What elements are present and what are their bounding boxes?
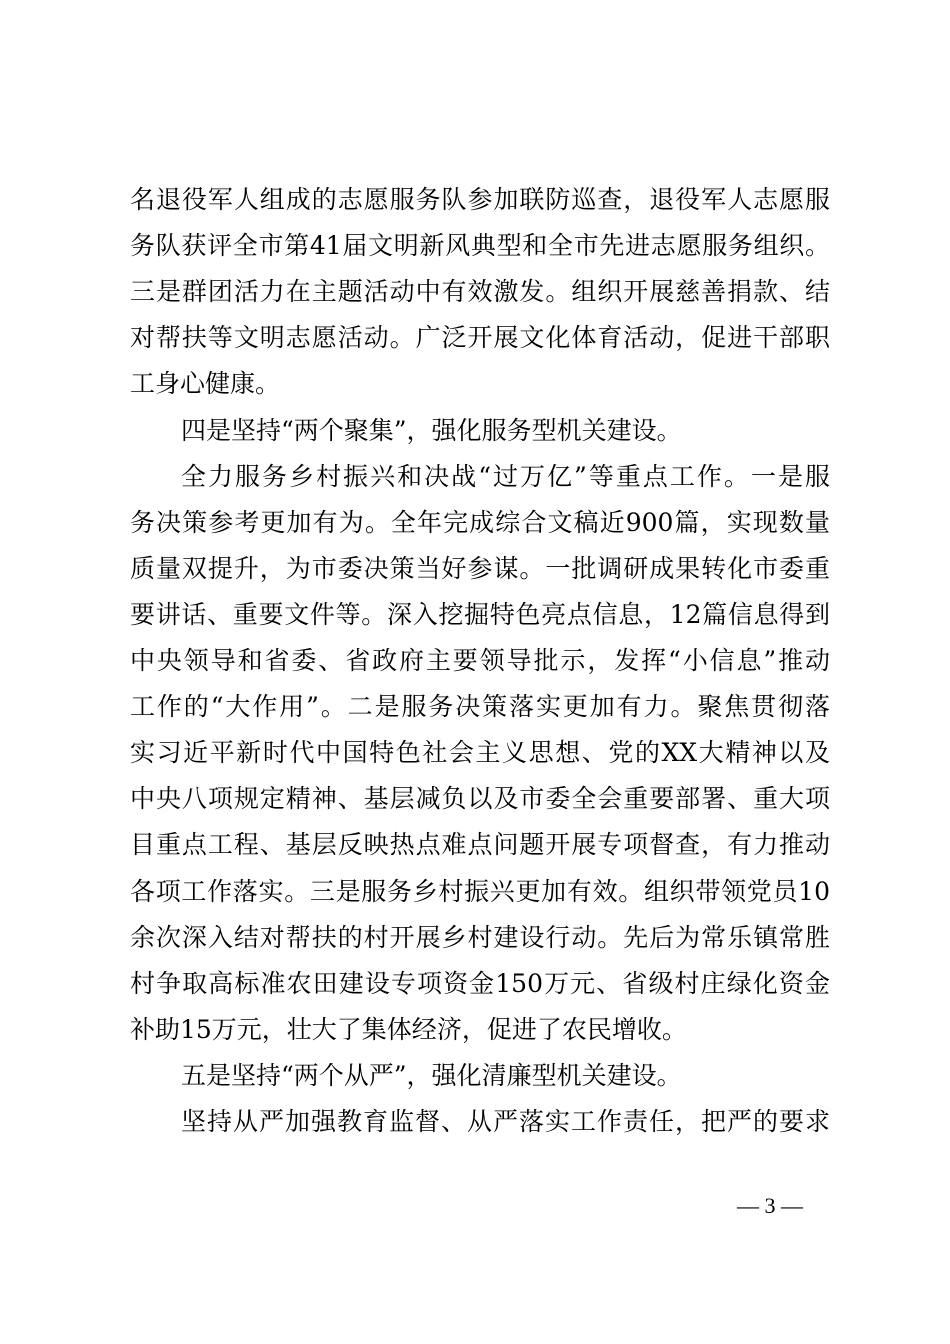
text-line: 实习近平新时代中国特色社会主义思想、党的XX大精神以及 — [130, 738, 830, 768]
text-line: 名退役军人组成的志愿服务队参加联防巡查，退役军人志愿服 — [130, 185, 830, 214]
text-line: 务决策参考更加有为。全年完成综合文稿近900篇，实现数量 — [130, 507, 830, 537]
text-line: 五是坚持“两个从严”，强化清廉型机关建设。 — [181, 1060, 682, 1090]
text-line: 坚持从严加强教育监督、从严落实工作责任，把严的要求 — [181, 1107, 830, 1136]
page-number: — 3 — — [737, 1193, 803, 1218]
text-line: 村争取高标准农田建设专项资金150万元、省级村庄绿化资金 — [130, 968, 830, 998]
text-line: 余次深入结对帮扶的村开展乡村建设行动。先后为常乐镇常胜 — [130, 922, 830, 952]
text-line: 工作的“大作用”。二是服务决策落实更加有力。聚焦贯彻落 — [130, 692, 830, 722]
text-line: 中央领导和省委、省政府主要领导批示，发挥“小信息”推动 — [130, 646, 830, 675]
text-line: 中央八项规定精神、基层减负以及市委全会重要部署、重大项 — [130, 784, 830, 814]
text-line: 全力服务乡村振兴和决战“过万亿”等重点工作。一是服 — [181, 461, 830, 491]
text-line: 务队获评全市第41届文明新风典型和全市先进志愿服务组织。 — [130, 231, 830, 261]
text-line: 各项工作落实。三是服务乡村振兴更加有效。组织带领党员10 — [130, 876, 830, 906]
text-line: 要讲话、重要文件等。深入挖掘特色亮点信息，12篇信息得到 — [130, 599, 830, 629]
text-line: 目重点工程、基层反映热点难点问题开展专项督查，有力推动 — [130, 830, 830, 860]
text-line: 四是坚持“两个聚集”，强化服务型机关建设。 — [181, 415, 682, 445]
text-line: 对帮扶等文明志愿活动。广泛开展文化体育活动，促进干部职 — [130, 323, 830, 353]
text-line: 工身心健康。 — [130, 369, 281, 399]
text-line: 补助15万元，壮大了集体经济，促进了农民增收。 — [130, 1014, 687, 1044]
text-line: 质量双提升，为市委决策当好参谋。一批调研成果转化市委重 — [130, 553, 830, 583]
text-line: 三是群团活力在主题活动中有效激发。组织开展慈善捐款、结 — [130, 277, 830, 307]
